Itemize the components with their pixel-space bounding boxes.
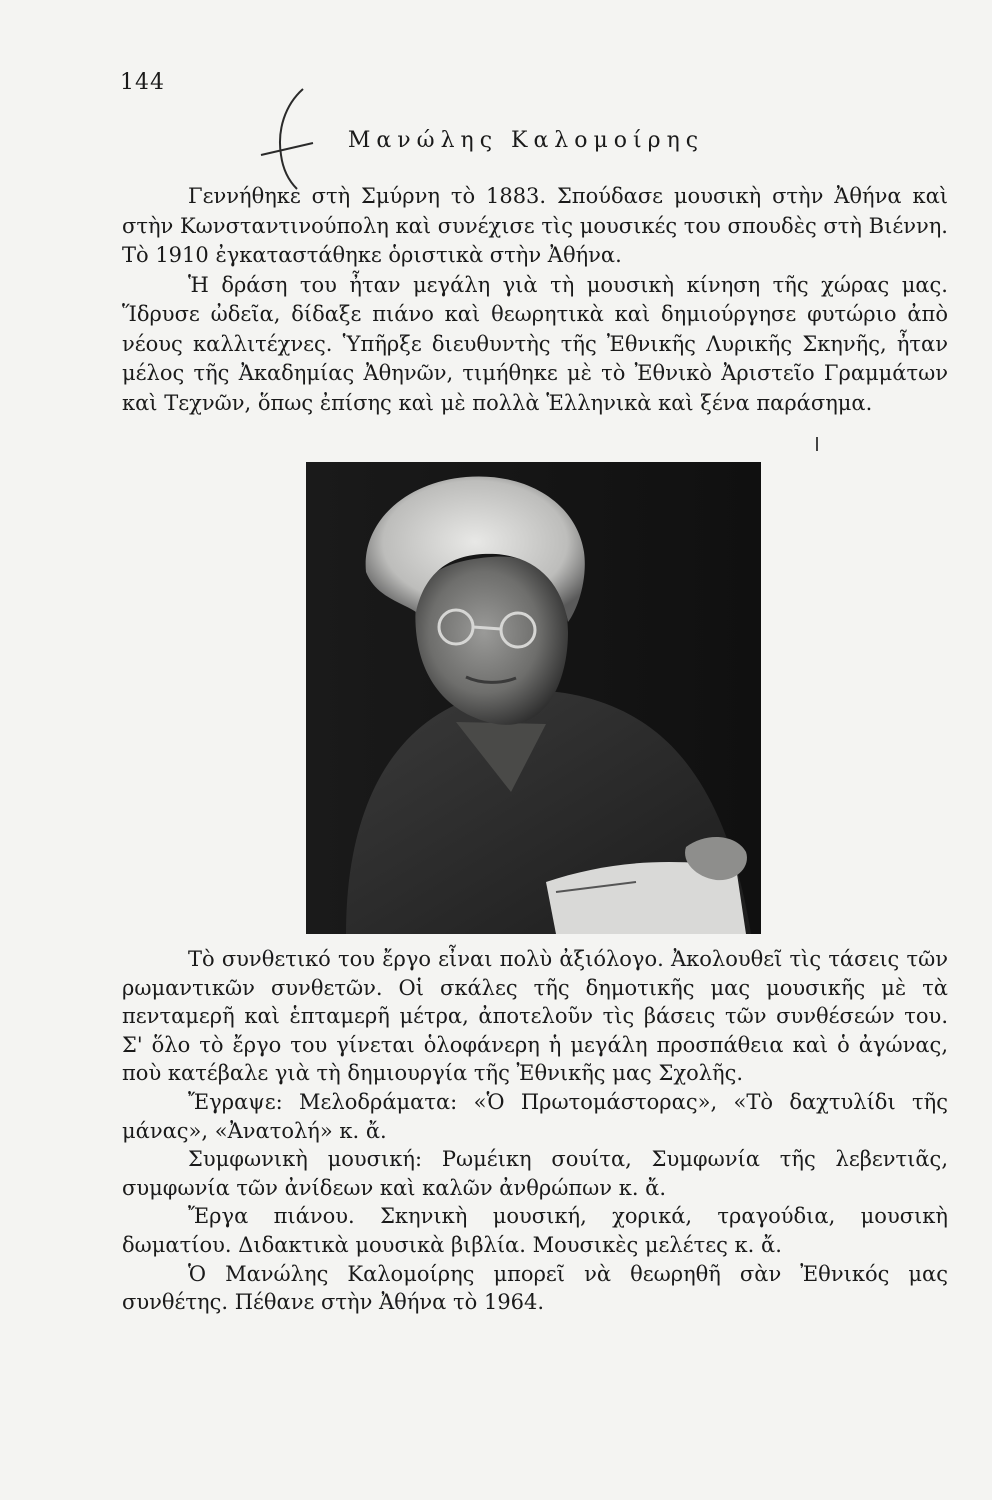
works-section xyxy=(122,945,948,1317)
works-paragraph-2: Ἔγραψε: Μελοδράματα: «Ὁ Πρωτομάστορας», «Τὸ δαχτυλίδι τῆς μάνας», «Ἀνατολή» κ. ἄ. xyxy=(122,1089,948,1143)
intro-paragraph-1: Γεννήθηκε στὴ Σμύρνη τὸ 1883. Σπούδασε μουσικὴ στὴν Ἀθήνα καὶ στὴν Κωνσταντινούπολη καὶ συνέχισε τὶς μουσικές του σπουδὲς στὴ Βιέννη. Τὸ 1910 ἐγκαταστάθηκε ὁριστικὰ στὴν Ἀθήνα. xyxy=(122,184,948,267)
works-paragraph-5: Ὁ Μανώλης Καλομοίρης μπορεῖ νὰ θεωρηθῆ σὰν Ἐθνικός μας συνθέτης. Πέθανε στὴν Ἀθήνα τὸ 1964. xyxy=(122,1261,948,1315)
works-paragraph-4: Ἔργα πιάνου. Σκηνικὴ μουσική, χορικά, τραγούδια, μουσικὴ δωματίου. Διδακτικὰ μουσικὰ βιβλία. Μουσικὲς μελέτες κ. ἄ. xyxy=(122,1204,948,1257)
chapter-title: Μανώλης Καλομοίρης xyxy=(347,128,705,153)
margin-mark xyxy=(816,437,818,451)
portrait-photo xyxy=(306,462,761,934)
intro-section xyxy=(122,182,948,418)
works-paragraph-3: Συμφωνικὴ μουσική: Ρωμέικη σουίτα, Συμφωνία τῆς λεβεντιᾶς, συμφωνία τῶν ἀνίδεων καὶ καλῶν ἀνθρώπων κ. ἄ. xyxy=(122,1147,948,1200)
page-number: 144 xyxy=(120,70,165,95)
intro-paragraph-2: Ἡ δράση του ἦταν μεγάλη γιὰ τὴ μουσικὴ κίνηση τῆς χώρας μας. Ἵδρυσε ὠδεῖα, δίδαξε πιάνο καὶ θεωρητικὰ καὶ δημιούργησε φυτώριο ἀπὸ νέους καλλιτέχνες. Ὑπῆρξε διευθυντὴς τῆς Ἐθνικῆς Λυρικῆς Σκηνῆς, ἦταν μέλος τῆς Ἀκαδημίας Ἀθηνῶν, τιμήθηκε μὲ τὸ Ἐθνικὸ Ἀριστεῖο Γραμμάτων καὶ Τεχνῶν, ὅπως ἐπίσης καὶ μὲ πολλὰ Ἑλληνικὰ καὶ ξένα παράσημα. xyxy=(122,272,948,415)
works-paragraph-1: Τὸ συνθετικό του ἔργο εἶναι πολὺ ἀξιόλογο. Ἀκολουθεῖ τὶς τάσεις τῶν ρωμαντικῶν συνθετῶν. Οἱ σκάλες τῆς δημοτικῆς μας μουσικῆς μὲ τὰ πενταμερῆ καὶ ἑπταμερῆ μέτρα, ἀποτελοῦν τὶς βάσεις τῶν συνθέσεών του. Σ' ὅλο τὸ ἔργο του γίνεται ὁλοφάνερη ἡ μεγάλη προσπάθεια καὶ ὁ ἀγώνας, ποὺ κατέβαλε γιὰ τὴ δημιουργία τῆς Ἐθνικῆς μας Σχολῆς. xyxy=(122,947,948,1086)
portrait-illustration xyxy=(306,462,761,934)
